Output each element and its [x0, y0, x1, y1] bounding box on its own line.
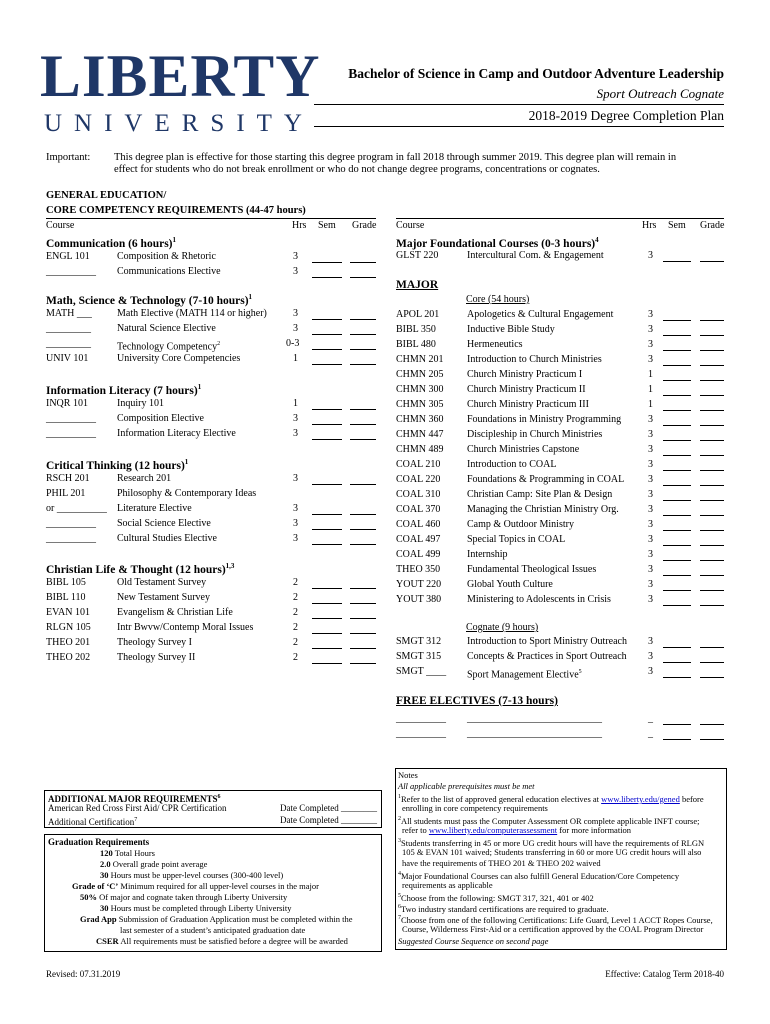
grade-field[interactable]	[700, 506, 724, 516]
course-code: UNIV 101	[46, 353, 89, 364]
course-name: Communications Elective	[117, 266, 221, 277]
grade-field[interactable]	[700, 521, 724, 531]
course-hrs: 3	[293, 266, 298, 277]
header-rule	[314, 104, 724, 105]
grade-field[interactable]	[350, 609, 376, 619]
grade-field[interactable]	[350, 430, 376, 440]
course-code: COAL 220	[396, 474, 441, 485]
course-name: Technology Competency$^2$	[117, 341, 221, 353]
grade-field[interactable]	[350, 325, 376, 335]
grade-field[interactable]	[700, 730, 724, 740]
course-name: Literature Elective	[117, 503, 192, 514]
course-code: __________	[46, 266, 96, 277]
semester-field[interactable]	[663, 401, 691, 411]
course-name: University Core Competencies	[117, 353, 241, 364]
course-code: SMGT 315	[396, 651, 442, 662]
semester-field[interactable]	[312, 520, 342, 530]
course-name: Church Ministries Capstone	[467, 444, 580, 455]
semester-field[interactable]	[312, 535, 342, 545]
course-hrs: 3	[648, 534, 653, 545]
course-name: Christian Camp: Site Plan & Design	[467, 489, 613, 500]
course-code: COAL 210	[396, 459, 441, 470]
course-code: CHMN 305	[396, 399, 444, 410]
semester-field[interactable]	[663, 715, 691, 725]
course-hrs: 3	[648, 564, 653, 575]
grade-field[interactable]	[700, 551, 724, 561]
course-hrs: 1	[648, 399, 653, 410]
grade-field[interactable]	[700, 715, 724, 725]
course-name: Theology Survey I	[117, 637, 192, 648]
effective-term: Effective: Catalog Term 2018-40	[605, 969, 724, 979]
semester-field[interactable]	[663, 653, 691, 663]
course-hrs: 3	[648, 414, 653, 425]
course-name: Philosophy & Contemporary Ideas	[117, 488, 257, 499]
additional-row-2: Additional Certification$^7$	[48, 817, 138, 827]
course-code: __________	[46, 518, 96, 529]
grade-field[interactable]	[700, 638, 724, 648]
grade-field[interactable]	[700, 326, 724, 336]
right-col-grade: Grade	[700, 220, 725, 231]
semester-field[interactable]	[663, 596, 691, 606]
revised-date: Revised: 07.31.2019	[46, 969, 121, 979]
course-name: Theology Survey II	[117, 652, 196, 663]
grade-field[interactable]	[350, 594, 376, 604]
additional-row-1: American Red Cross First Aid/ CPR Certification	[48, 803, 227, 813]
course-code: __________	[396, 713, 446, 724]
grade-field[interactable]	[700, 416, 724, 426]
grade-field[interactable]	[700, 668, 724, 678]
course-hrs: 3	[293, 503, 298, 514]
group-title: Information Literacy (7 hours)$^1$	[46, 383, 202, 397]
course-name: Discipleship in Church Ministries	[467, 429, 603, 440]
course-name: Church Ministry Practicum I	[467, 369, 583, 380]
course-name: Old Testament Survey	[117, 577, 207, 588]
course-code: RSCH 201	[46, 473, 90, 484]
course-hrs: 1	[293, 353, 298, 364]
graduation-line: Grade of ‘C’ Minimum required for all upper-level courses in the major	[72, 881, 319, 891]
semester-field[interactable]	[663, 446, 691, 456]
semester-field[interactable]	[663, 506, 691, 516]
course-name: Intr Bwvw/Contemp Moral Issues	[117, 622, 254, 633]
graduation-line: 50% Of major and cognate taken through Liberty University	[80, 892, 288, 902]
course-code: CHMN 360	[396, 414, 444, 425]
grade-field[interactable]	[700, 536, 724, 546]
course-hrs: 3	[293, 251, 298, 262]
course-code: BIBL 480	[396, 339, 436, 350]
grade-field[interactable]	[350, 505, 376, 515]
important-label: Important:	[46, 152, 91, 163]
group-title: Math, Science & Technology (7-10 hours)$^1$	[46, 293, 253, 307]
grade-field[interactable]	[700, 341, 724, 351]
cognate-subtitle: Cognate (9 hours)	[466, 622, 539, 633]
university-logo-subtitle: UNIVERSITY	[44, 110, 314, 137]
semester-field[interactable]	[312, 594, 342, 604]
course-code: CHMN 205	[396, 369, 444, 380]
course-name: Research 201	[117, 473, 172, 484]
course-name: Composition & Rhetoric	[117, 251, 216, 262]
note-2-cont: refer to www.liberty.edu/computerassessment for more information	[402, 825, 632, 835]
gen-ed-title-1: GENERAL EDUCATION/	[46, 190, 167, 201]
course-code: YOUT 220	[396, 579, 442, 590]
semester-field[interactable]	[663, 638, 691, 648]
course-code: THEO 202	[46, 652, 91, 663]
note-1-cont: enrolling in core competency requirements	[402, 803, 548, 813]
semester-field[interactable]	[663, 461, 691, 471]
graduation-line: 2.0 Overall grade point average	[100, 859, 208, 869]
col-grade: Grade	[352, 220, 377, 231]
course-hrs: 2	[293, 607, 298, 618]
course-code: __________	[396, 728, 446, 739]
course-name: Information Literacy Elective	[117, 428, 236, 439]
course-name: ___________________________	[467, 713, 602, 724]
course-hrs: 2	[293, 592, 298, 603]
course-hrs: 3	[648, 504, 653, 515]
note-3-cont: 105 & EVAN 101 waived; Students transferring in 60 or more UG credit hours will also	[402, 847, 702, 857]
course-code: COAL 499	[396, 549, 441, 560]
course-name: Social Science Elective	[117, 518, 211, 529]
course-code: APOL 201	[396, 309, 440, 320]
notes-footer: Suggested Course Sequence on second page	[398, 936, 549, 946]
grade-field[interactable]	[350, 415, 376, 425]
grade-field[interactable]	[350, 520, 376, 530]
course-code: THEO 350	[396, 564, 441, 575]
course-name: Concepts & Practices in Sport Outreach	[467, 651, 627, 662]
grade-field[interactable]	[700, 356, 724, 366]
grade-field[interactable]	[350, 624, 376, 634]
semester-field[interactable]	[312, 430, 342, 440]
semester-field[interactable]	[663, 356, 691, 366]
course-code: CHMN 447	[396, 429, 444, 440]
course-code: COAL 460	[396, 519, 441, 530]
note-2: $^2$All students must pass the Computer Assessment OR complete applicable INFT course;	[398, 815, 700, 826]
grade-field[interactable]	[700, 476, 724, 486]
graduation-line: 120 Total Hours	[100, 848, 155, 858]
semester-field[interactable]	[312, 253, 342, 263]
course-hrs: 2	[293, 622, 298, 633]
course-code: COAL 497	[396, 534, 441, 545]
course-name: Internship	[467, 549, 508, 560]
gen-ed-title-2: CORE COMPETENCY REQUIREMENTS (44-47 hours)	[46, 205, 306, 216]
course-name: Fundamental Theological Issues	[467, 564, 597, 575]
course-hrs: 2	[293, 637, 298, 648]
course-name: Introduction to Sport Ministry Outreach	[467, 636, 627, 647]
course-name: Hermeneutics	[467, 339, 523, 350]
course-code: _________	[46, 323, 91, 334]
graduation-line: CSER All requirements must be satisfied before a degree will be awarded	[96, 936, 348, 946]
semester-field[interactable]	[312, 340, 342, 350]
note-3: $^3$Students transferring in 45 or more UG credit hours will have the requirements of RLGN	[398, 837, 705, 848]
semester-field[interactable]	[312, 268, 342, 278]
semester-field[interactable]	[312, 505, 342, 515]
course-hrs: 3	[648, 594, 653, 605]
note-6: $^6$Two industry standard certifications are required to graduate.	[398, 903, 609, 914]
semester-field[interactable]	[663, 551, 691, 561]
note-7: $^7$Choose from one of the following Certifications: Life Guard, Level 1 ACCT Ropes Course,	[398, 914, 713, 925]
course-code: CHMN 300	[396, 384, 444, 395]
graduation-line: Grad App Submission of Graduation Application must be completed within the	[80, 914, 353, 924]
course-code: __________	[46, 428, 96, 439]
free-electives-title: FREE ELECTIVES (7-13 hours)	[396, 695, 558, 707]
course-name: Foundations in Ministry Programming	[467, 414, 622, 425]
grade-field[interactable]	[700, 446, 724, 456]
semester-field[interactable]	[312, 325, 342, 335]
course-name: Composition Elective	[117, 413, 204, 424]
semester-field[interactable]	[312, 475, 342, 485]
grade-field[interactable]	[350, 535, 376, 545]
grade-field[interactable]	[700, 653, 724, 663]
grade-field[interactable]	[700, 581, 724, 591]
course-name: Evangelism & Christian Life	[117, 607, 233, 618]
grade-field[interactable]	[350, 579, 376, 589]
grade-field[interactable]	[700, 311, 724, 321]
semester-field[interactable]	[663, 491, 691, 501]
semester-field[interactable]	[312, 624, 342, 634]
semester-field[interactable]	[663, 536, 691, 546]
course-hrs: 3	[648, 429, 653, 440]
plan-title: 2018-2019 Degree Completion Plan	[528, 108, 724, 123]
course-code: EVAN 101	[46, 607, 90, 618]
university-logo-wordmark: LIBERTY	[40, 43, 321, 109]
course-code: PHIL 201	[46, 488, 86, 499]
semester-field[interactable]	[312, 609, 342, 619]
course-name: Intercultural Com. & Engagement	[467, 250, 604, 261]
group-title: Christian Life & Thought (12 hours)$^{1,3}$	[46, 562, 235, 576]
course-code: BIBL 110	[46, 592, 86, 603]
right-col-hrs: Hrs	[642, 220, 657, 231]
course-hrs: 3	[648, 354, 653, 365]
course-name: Inductive Bible Study	[467, 324, 555, 335]
semester-field[interactable]	[663, 341, 691, 351]
course-code: COAL 310	[396, 489, 441, 500]
course-code: _________	[46, 338, 91, 349]
course-name: Sport Management Elective$^5$	[467, 669, 582, 681]
additional-row-2-date[interactable]: Date Completed ________	[280, 815, 377, 825]
grade-field[interactable]	[350, 340, 376, 350]
right-col-sem: Sem	[668, 220, 686, 231]
grade-field[interactable]	[350, 310, 376, 320]
note-4-cont: requirements as applicable	[402, 880, 493, 890]
graduation-line: last semester of a student’s anticipated graduation date	[120, 925, 306, 935]
course-code: INQR 101	[46, 398, 88, 409]
course-hrs: 3	[293, 428, 298, 439]
course-hrs: 3	[648, 474, 653, 485]
course-hrs: 3	[293, 533, 298, 544]
course-hrs: 3	[648, 666, 653, 677]
course-hrs: _	[648, 728, 653, 739]
course-hrs: 3	[648, 651, 653, 662]
course-hrs: 1	[648, 384, 653, 395]
course-name: Apologetics & Cultural Engagement	[467, 309, 614, 320]
note-7-cont: Course, Wilderness First-Aid or a certification approved by the COAL Program Director	[402, 924, 704, 934]
course-hrs: 3	[648, 459, 653, 470]
course-name: Church Ministry Practicum III	[467, 399, 589, 410]
semester-field[interactable]	[312, 579, 342, 589]
grade-field[interactable]	[700, 461, 724, 471]
course-hrs: 3	[648, 579, 653, 590]
course-hrs: 0-3	[286, 338, 300, 349]
course-code: YOUT 380	[396, 594, 442, 605]
semester-field[interactable]	[663, 252, 691, 262]
course-hrs: 3	[293, 308, 298, 319]
gened-link[interactable]: www.liberty.edu/gened	[601, 793, 680, 804]
col-course: Course	[46, 220, 75, 231]
course-code: or __________	[46, 503, 107, 514]
course-name: Inquiry 101	[117, 398, 164, 409]
course-hrs: 3	[648, 519, 653, 530]
course-name: Managing the Christian Ministry Org.	[467, 504, 619, 515]
note-3-cont-2: have the requirements of THEO 201 & THEO 202 waived	[402, 858, 601, 868]
semester-field[interactable]	[663, 566, 691, 576]
course-code: COAL 370	[396, 504, 441, 515]
note-5: $^5$Choose from the following: SMGT 317, 321, 401 or 402	[398, 892, 594, 903]
computer-assessment-link[interactable]: www.liberty.edu/computerassessment	[428, 825, 558, 835]
grade-field[interactable]	[700, 431, 724, 441]
grade-field[interactable]	[700, 401, 724, 411]
course-name: New Testament Survey	[117, 592, 210, 603]
course-name: Introduction to Church Ministries	[467, 354, 602, 365]
course-name: Church Ministry Practicum II	[467, 384, 586, 395]
additional-title: ADDITIONAL MAJOR REQUIREMENTS$^6$	[48, 794, 221, 804]
graduation-line: 30 Hours must be upper-level courses (300-400 level)	[100, 870, 284, 880]
important-text-2: effect for students who do not break enrollment or who do not change degree programs, concentrations or cognates.	[114, 164, 600, 175]
grade-field[interactable]	[350, 253, 376, 263]
course-hrs: 3	[293, 413, 298, 424]
course-name: Special Topics in COAL	[467, 534, 566, 545]
course-code: GLST 220	[396, 250, 439, 261]
grade-field[interactable]	[350, 639, 376, 649]
foundational-title: Major Foundational Courses (0-3 hours)$^4$	[396, 236, 599, 250]
notes-subtitle: All applicable prerequisites must be met	[398, 781, 535, 791]
course-name: Camp & Outdoor Ministry	[467, 519, 574, 530]
col-hrs: Hrs	[292, 220, 307, 231]
semester-field[interactable]	[663, 311, 691, 321]
right-header-rule	[396, 218, 724, 219]
course-name: Ministering to Adolescents in Crisis	[467, 594, 611, 605]
grade-field[interactable]	[700, 386, 724, 396]
grade-field[interactable]	[350, 400, 376, 410]
major-title: MAJOR	[396, 279, 439, 291]
semester-field[interactable]	[663, 386, 691, 396]
course-name: Introduction to COAL	[467, 459, 557, 470]
gen-ed-rule	[46, 218, 376, 219]
course-code: __________	[46, 533, 96, 544]
course-hrs: 3	[293, 473, 298, 484]
cognate-title: Sport Outreach Cognate	[596, 86, 724, 101]
grade-field[interactable]	[350, 475, 376, 485]
note-1: $^1$Refer to the list of approved general education electives at www.liberty.edu/gened before	[398, 793, 704, 804]
course-code: __________	[46, 413, 96, 424]
course-name: Foundations & Programming in COAL	[467, 474, 625, 485]
semester-field[interactable]	[312, 639, 342, 649]
semester-field[interactable]	[312, 400, 342, 410]
course-code: BIBL 105	[46, 577, 86, 588]
semester-field[interactable]	[663, 521, 691, 531]
col-sem: Sem	[318, 220, 336, 231]
course-hrs: 3	[648, 309, 653, 320]
important-text-1: This degree plan is effective for those starting this degree program in fall 2018 through summer 2019. This degree plan will remain in	[114, 152, 677, 163]
grade-field[interactable]	[700, 371, 724, 381]
course-hrs: 1	[648, 369, 653, 380]
grade-field[interactable]	[350, 268, 376, 278]
semester-field[interactable]	[663, 326, 691, 336]
group-title: Communication (6 hours)$^1$	[46, 236, 177, 250]
semester-field[interactable]	[312, 654, 342, 664]
course-hrs: 3	[648, 324, 653, 335]
group-title: Critical Thinking (12 hours)$^1$	[46, 458, 189, 472]
course-hrs: 3	[648, 489, 653, 500]
course-hrs: _	[648, 713, 653, 724]
course-code: CHMN 489	[396, 444, 444, 455]
semester-field[interactable]	[312, 310, 342, 320]
course-hrs: 3	[648, 250, 653, 261]
course-name: ___________________________	[467, 728, 602, 739]
degree-title: Bachelor of Science in Camp and Outdoor Adventure Leadership	[348, 66, 724, 81]
notes-title: Notes	[398, 770, 418, 780]
semester-field[interactable]	[663, 431, 691, 441]
grade-field[interactable]	[350, 355, 376, 365]
semester-field[interactable]	[312, 355, 342, 365]
course-name: Global Youth Culture	[467, 579, 553, 590]
course-name: Natural Science Elective	[117, 323, 216, 334]
course-hrs: 3	[293, 518, 298, 529]
course-hrs: 2	[293, 577, 298, 588]
course-hrs: 1	[293, 398, 298, 409]
course-hrs: 3	[648, 636, 653, 647]
semester-field[interactable]	[312, 415, 342, 425]
grade-field[interactable]	[700, 566, 724, 576]
course-code: CHMN 201	[396, 354, 444, 365]
course-hrs: 3	[648, 549, 653, 560]
course-name: Math Elective (MATH 114 or higher)	[117, 308, 267, 319]
course-hrs: 3	[648, 444, 653, 455]
header-rule-2	[314, 126, 724, 127]
grade-field[interactable]	[700, 491, 724, 501]
course-hrs: 3	[293, 323, 298, 334]
grade-field[interactable]	[350, 654, 376, 664]
grade-field[interactable]	[700, 252, 724, 262]
additional-row-1-date[interactable]: Date Completed ________	[280, 803, 377, 813]
right-col-course: Course	[396, 220, 425, 231]
course-code: ENGL 101	[46, 251, 90, 262]
course-code: SMGT ____	[396, 666, 447, 677]
semester-field[interactable]	[663, 730, 691, 740]
course-code: RLGN 105	[46, 622, 91, 633]
semester-field[interactable]	[663, 476, 691, 486]
graduation-title: Graduation Requirements	[48, 837, 150, 847]
core-title: Core (54 hours)	[466, 294, 530, 305]
note-4: $^4$Major Foundational Courses can also fulfill General Education/Core Competency	[398, 870, 680, 881]
course-code: THEO 201	[46, 637, 91, 648]
semester-field[interactable]	[663, 668, 691, 678]
course-hrs: 3	[648, 339, 653, 350]
course-hrs: 2	[293, 652, 298, 663]
grade-field[interactable]	[700, 596, 724, 606]
semester-field[interactable]	[663, 416, 691, 426]
semester-field[interactable]	[663, 581, 691, 591]
course-code: BIBL 350	[396, 324, 436, 335]
course-code: SMGT 312	[396, 636, 442, 647]
course-name: Cultural Studies Elective	[117, 533, 217, 544]
course-code: MATH ___	[46, 308, 92, 319]
semester-field[interactable]	[663, 371, 691, 381]
graduation-line: 30 Hours must be completed through Liberty University	[100, 903, 292, 913]
